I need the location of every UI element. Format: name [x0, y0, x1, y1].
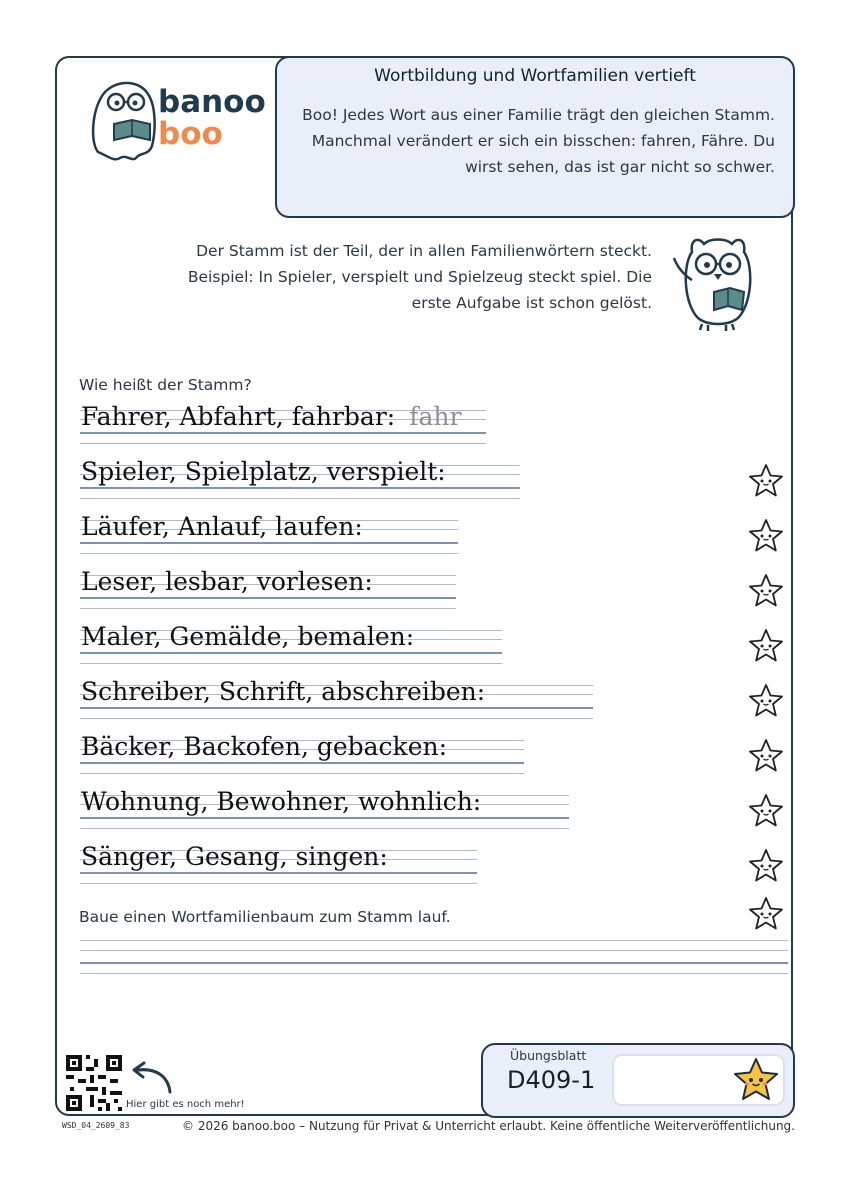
more-link-text[interactable]: Hier gibt es noch mehr! [126, 1099, 245, 1110]
writing-row[interactable] [80, 457, 520, 499]
row-prompt: Wohnung, Bewohner, wohnlich: [81, 787, 482, 816]
sheet-id: D409-1 [507, 1066, 596, 1094]
writing-row[interactable] [80, 622, 502, 664]
writing-row[interactable] [80, 512, 458, 554]
row-prompt: Bäcker, Backofen, gebacken: [81, 732, 448, 761]
explanation-line: Beispiel: In Spieler, verspielt und Spielzeug steckt spiel. Die [187, 268, 652, 286]
star-face-icon [748, 848, 784, 884]
explanation-line: erste Aufgabe ist schon gelöst. [411, 294, 652, 312]
star-face-icon [748, 683, 784, 719]
curved-arrow-icon [126, 1060, 176, 1096]
header-box [275, 56, 795, 218]
writing-row[interactable] [80, 842, 477, 884]
star-face-icon [748, 628, 784, 664]
row-prompt: Sänger, Gesang, singen: [81, 842, 388, 871]
intro-text [295, 102, 775, 180]
row-prompt [81, 402, 461, 431]
prompt-text: Fahrer, Abfahrt, fahrbar: [81, 402, 396, 431]
star-face-icon [748, 793, 784, 829]
row-prompt: Maler, Gemälde, bemalen: [81, 622, 415, 651]
star-face-icon [748, 896, 784, 932]
row-prompt: Leser, lesbar, vorlesen: [81, 567, 373, 596]
star-face-icon [748, 463, 784, 499]
worksheet-code: WSD_04_2609_83 [62, 1121, 130, 1130]
intro-line: Manchmal verändert er sich ein bisschen: fahren, Fähre. Du [311, 132, 775, 150]
writing-row [80, 402, 486, 444]
writing-row[interactable] [80, 787, 569, 829]
explanation-line: Der Stamm ist der Teil, der in allen Familienwörtern steckt. [196, 242, 652, 260]
row-prompt: Schreiber, Schrift, abschreiben: [81, 677, 486, 706]
copyright-notice: © 2026 banoo.boo – Nutzung für Privat & Unterricht erlaubt. Keine öffentliche Weiterveröffentlichung. [182, 1119, 795, 1133]
qr-code-icon[interactable] [66, 1055, 122, 1111]
answer-example: fahr [409, 402, 462, 431]
page-title: Wortbildung und Wortfamilien vertieft [374, 66, 696, 86]
star-face-icon [748, 738, 784, 774]
star-face-icon [748, 518, 784, 554]
row-prompt: Spieler, Spielplatz, verspielt: [81, 457, 446, 486]
logo-line-1: banoo [158, 84, 266, 120]
star-face-icon [748, 573, 784, 609]
writing-row[interactable] [80, 732, 524, 774]
owl-teacher-icon [664, 230, 764, 334]
task-1-label: Wie heißt der Stamm? [79, 376, 252, 394]
tree-writing-lines[interactable] [80, 940, 788, 974]
writing-row[interactable] [80, 677, 593, 719]
explanation-text [182, 238, 652, 316]
task-2-label: Baue einen Wortfamilienbaum zum Stamm lauf. [79, 908, 451, 926]
writing-row[interactable] [80, 567, 456, 609]
intro-line: Boo! Jedes Wort aus einer Familie trägt den gleichen Stamm. [302, 106, 775, 124]
row-prompt: Läufer, Anlauf, laufen: [81, 512, 363, 541]
logo-line-2: boo [158, 116, 223, 152]
logo-wordmark [158, 86, 266, 150]
sheet-label: Übungsblatt [510, 1048, 587, 1063]
intro-line: wirst sehen, das ist gar nicht so schwer. [465, 158, 775, 176]
star-face-icon [731, 1056, 781, 1104]
